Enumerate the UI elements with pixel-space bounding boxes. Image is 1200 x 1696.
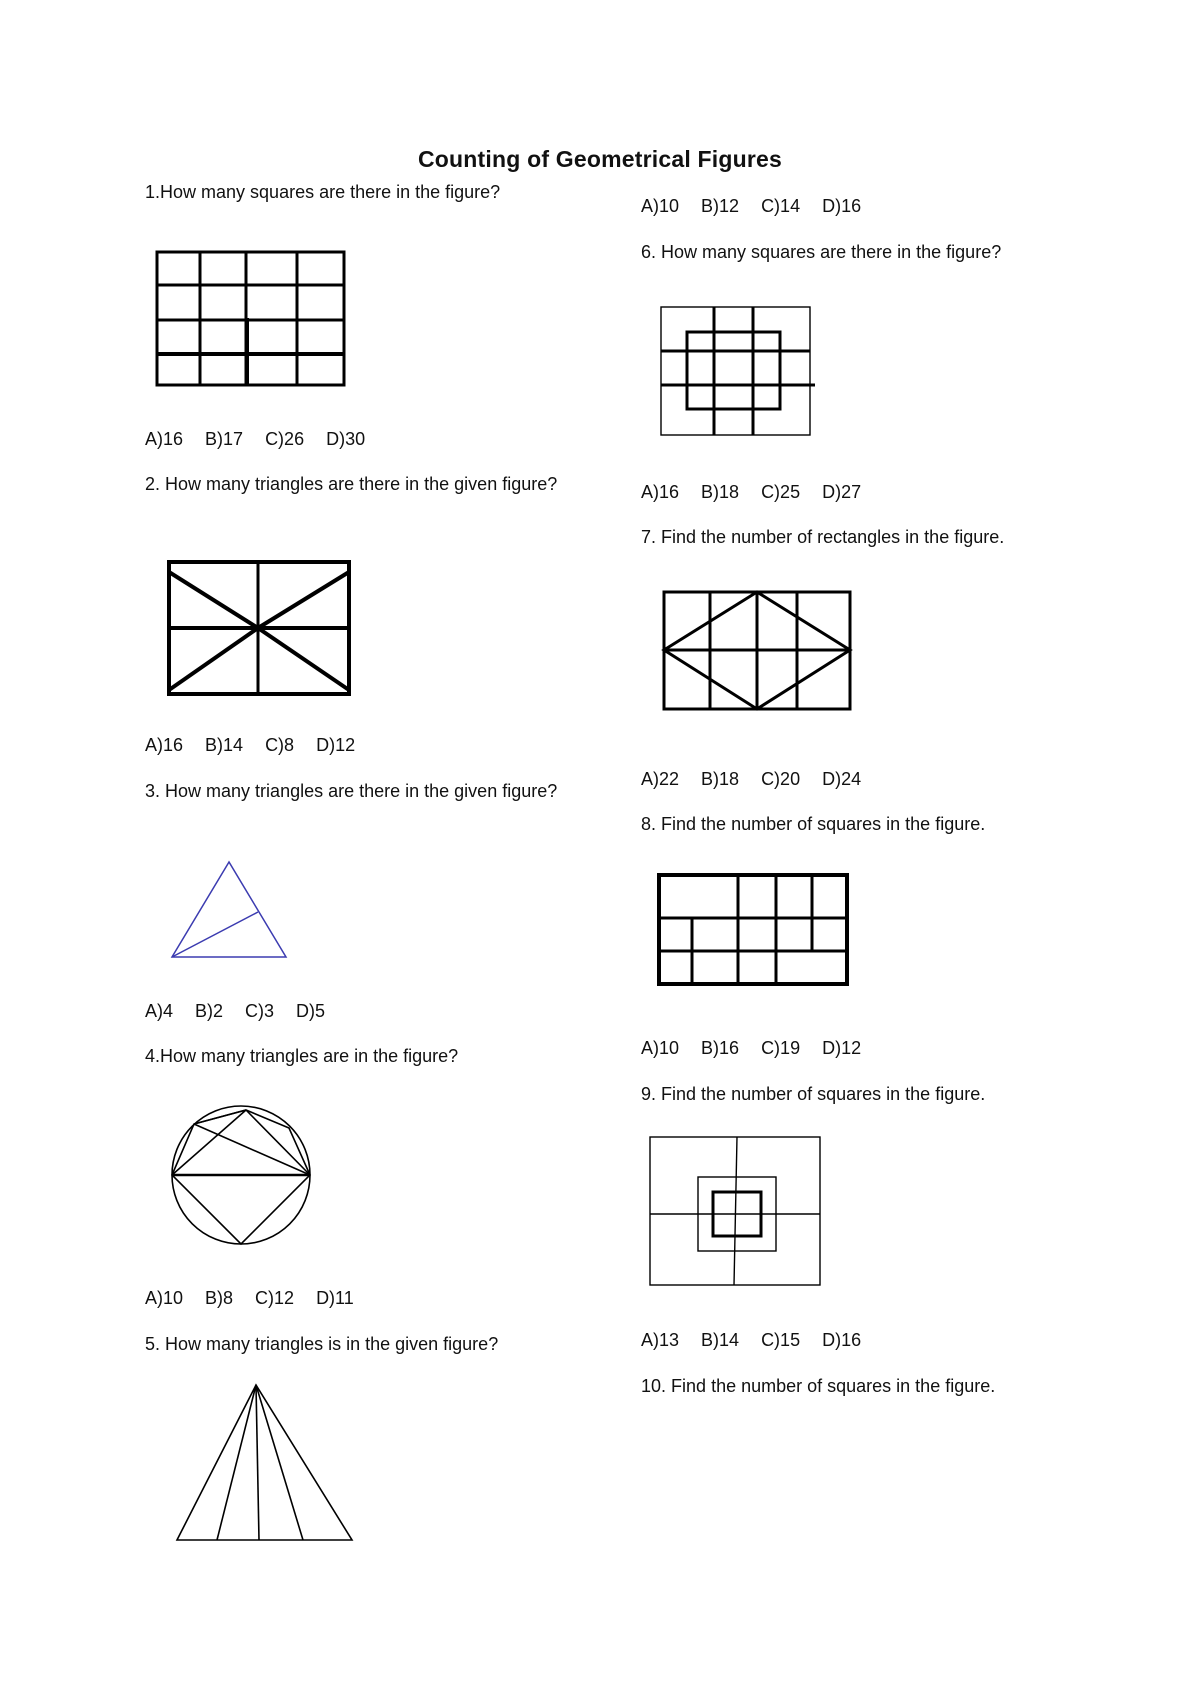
question-number: 7. bbox=[641, 527, 657, 547]
option-d[interactable]: D)5 bbox=[296, 1001, 326, 1021]
option-c[interactable]: C)15 bbox=[761, 1330, 801, 1350]
option-c[interactable]: C)19 bbox=[761, 1038, 801, 1058]
option-c[interactable]: C)12 bbox=[255, 1288, 295, 1308]
question-number: 3. bbox=[145, 781, 161, 801]
option-c[interactable]: C)3 bbox=[245, 1001, 275, 1021]
option-b[interactable]: B)18 bbox=[701, 482, 740, 502]
option-a[interactable]: A)16 bbox=[641, 482, 680, 502]
option-b[interactable]: B)17 bbox=[205, 429, 244, 449]
option-c[interactable]: C)26 bbox=[265, 429, 305, 449]
option-c[interactable]: C)25 bbox=[761, 482, 801, 502]
options-9 bbox=[641, 1326, 883, 1355]
question-text: How many squares are there in the figure? bbox=[160, 182, 501, 202]
question-10 bbox=[641, 1372, 995, 1401]
question-number: 4. bbox=[145, 1046, 161, 1066]
option-c[interactable]: C)14 bbox=[761, 196, 801, 216]
question-text: How many triangles is in the given figure? bbox=[165, 1334, 499, 1354]
option-a[interactable]: A)10 bbox=[145, 1288, 184, 1308]
question-number: 5. bbox=[145, 1334, 161, 1354]
question-text: How many triangles are in the figure? bbox=[160, 1046, 459, 1066]
question-text: How many triangles are there in the given figure? bbox=[165, 474, 558, 494]
option-a[interactable]: A)22 bbox=[641, 769, 680, 789]
option-d[interactable]: D)11 bbox=[316, 1288, 354, 1308]
option-b[interactable]: B)16 bbox=[701, 1038, 740, 1058]
option-b[interactable]: B)14 bbox=[205, 735, 244, 755]
option-b[interactable]: B)2 bbox=[195, 1001, 224, 1021]
option-d[interactable]: D)12 bbox=[316, 735, 356, 755]
question-text: Find the number of squares in the figure. bbox=[661, 814, 986, 834]
option-d[interactable]: D)30 bbox=[326, 429, 366, 449]
question-number: 2. bbox=[145, 474, 161, 494]
page-title: Counting of Geometrical Figures bbox=[417, 146, 782, 172]
option-b[interactable]: B)18 bbox=[701, 769, 740, 789]
question-number: 10. bbox=[641, 1376, 667, 1396]
option-c[interactable]: C)8 bbox=[265, 735, 295, 755]
question-number: 6. bbox=[641, 242, 657, 262]
option-b[interactable]: B)14 bbox=[701, 1330, 740, 1350]
question-number: 1. bbox=[145, 182, 161, 202]
option-a[interactable]: A)4 bbox=[145, 1001, 174, 1021]
option-d[interactable]: D)27 bbox=[822, 482, 862, 502]
option-b[interactable]: B)8 bbox=[205, 1288, 234, 1308]
question-number: 9. bbox=[641, 1084, 657, 1104]
question-text: How many triangles are there in the given figure? bbox=[165, 781, 558, 801]
question-text: Find the number of rectangles in the figure. bbox=[661, 527, 1005, 547]
option-d[interactable]: D)16 bbox=[822, 196, 862, 216]
option-d[interactable]: D)24 bbox=[822, 769, 862, 789]
question-number: 8. bbox=[641, 814, 657, 834]
question-text: How many squares are there in the figure? bbox=[661, 242, 1002, 262]
option-a[interactable]: A)10 bbox=[641, 196, 680, 216]
option-d[interactable]: D)16 bbox=[822, 1330, 862, 1350]
option-c[interactable]: C)20 bbox=[761, 769, 801, 789]
option-a[interactable]: A)16 bbox=[145, 429, 184, 449]
option-d[interactable]: D)12 bbox=[822, 1038, 862, 1058]
question-text: Find the number of squares in the figure. bbox=[671, 1376, 996, 1396]
option-a[interactable]: A)16 bbox=[145, 735, 184, 755]
option-b[interactable]: B)12 bbox=[701, 196, 740, 216]
option-a[interactable]: A)13 bbox=[641, 1330, 680, 1350]
option-a[interactable]: A)10 bbox=[641, 1038, 680, 1058]
question-text: Find the number of squares in the figure. bbox=[661, 1084, 986, 1104]
